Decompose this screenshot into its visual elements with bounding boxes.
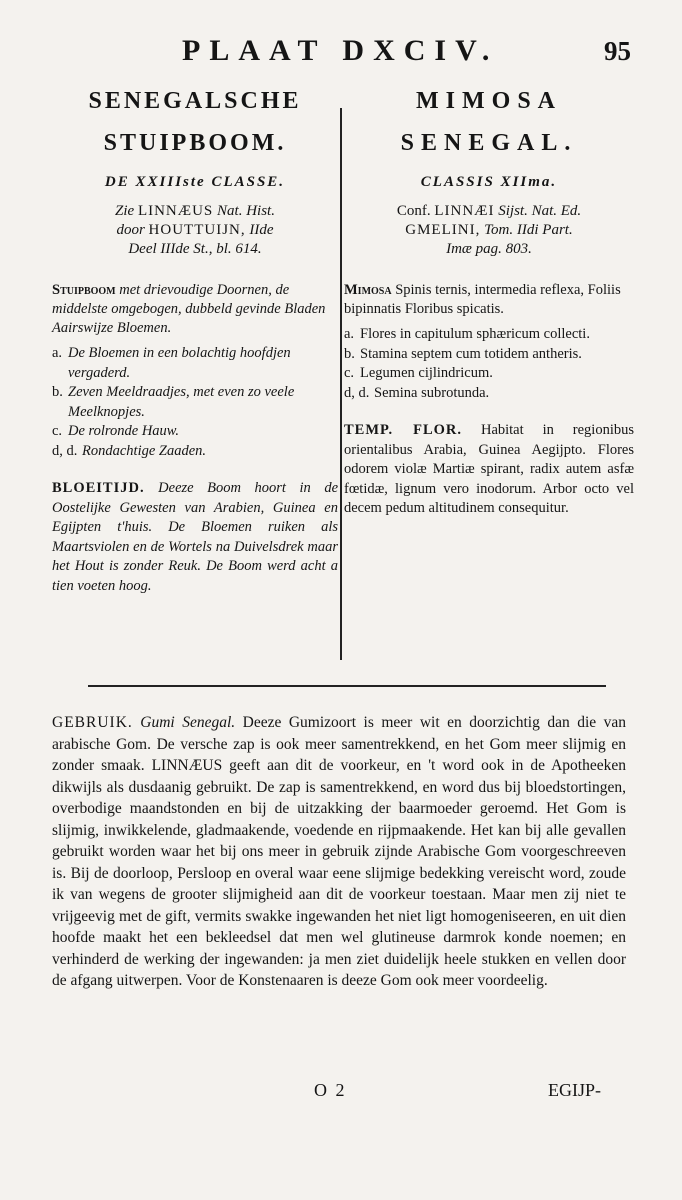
column-divider [340, 108, 342, 660]
dutch-description [52, 281, 338, 338]
part-key: d, d. [344, 384, 370, 401]
part-text: Semina subrotunda. [374, 384, 490, 401]
part-key: a. [52, 345, 63, 361]
flowering-text: Deeze Boom hoort in de Oostelijke Gewesten van Arabien, Guinea en Egijpten t'huis. De Bloemen ruiken als Maartsviolen en de Wortels na Duivelsdrek maar het Hout is zonder Reuk. De Boom werd acht a tien voeten hoog. [52, 480, 339, 594]
flowering-label: BLOEITIJD. [52, 480, 145, 496]
dutch-title-line1: SENEGALSCHE [88, 88, 302, 114]
description-lead: Mimosa [344, 282, 392, 298]
part-key: b. [344, 345, 355, 362]
page-number: 95 [604, 36, 631, 66]
dutch-class-label: DE XXIIIste CLASSE. [104, 174, 286, 190]
latin-column [344, 80, 634, 519]
latin-reference [344, 202, 634, 259]
ref-work: Sijst. Nat. Ed. [498, 203, 582, 219]
description-body: Spinis ternis, intermedia reflexa, Foliis bipinnatis Floribus spicatis. [344, 282, 621, 317]
ref-work: Nat. Hist. [217, 203, 275, 219]
list-item [344, 364, 634, 384]
usage-section [52, 712, 626, 992]
flowering-label: TEMP. FLOR. [344, 422, 463, 438]
running-header [0, 34, 682, 74]
part-text: Stamina septem cum totidem antheris. [360, 345, 582, 362]
plate-title: PLAAT DXCIV. [182, 34, 499, 67]
ref-author: LINNÆI [434, 203, 495, 219]
ref-word: door [116, 222, 145, 238]
part-text: Legumen cijlindricum. [360, 365, 493, 381]
page-footer [0, 1080, 682, 1110]
part-text: De Bloemen in een bolachtig hoofdjen vergaderd. [68, 345, 291, 381]
usage-term: Gumi Senegal. [140, 714, 236, 731]
latin-class-label: CLASSIS XIIma. [420, 174, 558, 190]
ref-page: Imæ pag. 803. [446, 241, 532, 257]
usage-label: GEBRUIK. [52, 714, 133, 731]
dutch-column [52, 80, 338, 596]
ref-author: GMELINI, [405, 222, 481, 238]
latin-title-line2: SENEGAL. [400, 130, 578, 156]
ref-author: LINNÆUS [137, 203, 214, 219]
ref-volume: IIde [249, 222, 274, 238]
list-item [52, 442, 338, 462]
part-text: Zeven Meeldraadjes, met even zo veele Meelknopjes. [68, 384, 295, 420]
list-item [52, 344, 338, 383]
part-text: Rondachtige Zaaden. [82, 442, 207, 459]
list-item [344, 384, 634, 404]
part-text: De rolronde Hauw. [68, 423, 180, 439]
part-key: b. [52, 384, 63, 400]
list-item [344, 345, 634, 365]
latin-description [344, 281, 634, 319]
flowering-text: Habitat in regionibus orientalibus Arabia, Guinea Aegijpto. Flores odorem violæ Martiæ spirant, radix autem asfæ fœtidæ, lignum vero inodorum. Arbor octo vel decem pedum altitudinem consequitur. [344, 422, 635, 516]
ref-volume: Tom. IIdi Part. [484, 222, 573, 238]
ref-page: Deel IIIde St., bl. 614. [128, 241, 262, 257]
signature-mark: O 2 [314, 1080, 347, 1100]
ref-author: HOUTTUIJN, [148, 222, 246, 238]
ref-word: Conf. [396, 203, 431, 219]
ref-word: Zie [115, 203, 135, 219]
part-key: c. [52, 423, 63, 439]
catchword: EGIJP- [548, 1080, 601, 1100]
dutch-flowering-note [52, 479, 338, 596]
part-key: c. [344, 365, 355, 381]
part-text: Flores in capitulum sphæricum collecti. [360, 326, 590, 342]
part-key: a. [344, 326, 355, 342]
latin-flowering-note [344, 421, 634, 519]
part-key: d, d. [52, 442, 78, 459]
list-item [52, 422, 338, 442]
dutch-reference [52, 202, 338, 259]
latin-parts-list [344, 325, 634, 403]
list-item [344, 325, 634, 345]
horizontal-rule [88, 685, 606, 687]
description-body: met drievoudige Doornen, de middelste omgebogen, dubbeld gevinde Bladen Aairswijze Bloemen. [52, 282, 326, 336]
description-lead: Stuipboom [52, 282, 116, 298]
latin-title-line1: MIMOSA [416, 88, 562, 114]
list-item [52, 383, 338, 422]
dutch-title-line2: STUIPBOOM. [103, 130, 287, 156]
dutch-parts-list [52, 344, 338, 461]
usage-text: Deeze Gumizoort is meer wit en doorzichtig dan die van arabische Gom. De versche zap is ook meer samentrekkend, en het Gom meer slijmig en zonder smaak. LINNÆUS geeft aan dit de voorkeur, en 't word ook in de Apotheeken dikwijls als dusdaanig gebruikt. De zap is samentrekkend, en word dus bij bloedstortingen, overbodige maandstonden en bij de uitzakking der baarmoeder geroemd. Het Gom is slijmig, inwikkelende, gladmaakende, voedende en rijpmaakende. Het kan bij alle gevallen gebruikt worden waar het bij ons meer in gebruik zijnde Arabische Gom voorgeschreeven is. Bij de doorloop, Persloop en overal waar eene slijmige bedekking vereischt word, zoude ik van wegens de grooter slijmigheid aan dit de voorkeur toestaan. Maar men zij niet te vrijgeevig met de gift, vermits swakke ingewanden het niet ligt homogeniseeren, en uit dien hoofde maakt het een bekleedsel dat men wel glutineuse darmrok konde noemen; en verhinderd de werking der ingewanden: ja men ziet duidelijk heele stukken en vellen door de afgang uitwerpen. Voor de Konstenaaren is deeze Gom ook meer voordeelig. [52, 714, 627, 989]
